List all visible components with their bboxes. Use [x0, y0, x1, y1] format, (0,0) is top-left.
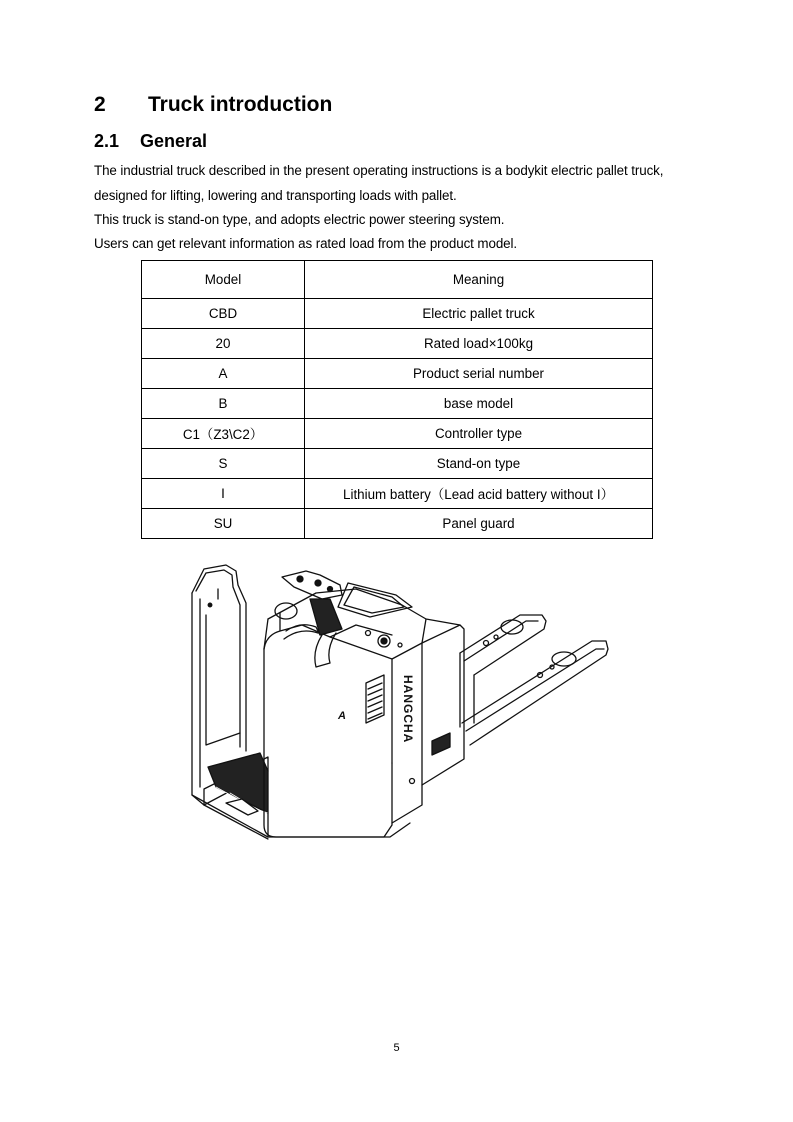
subsection-title: General	[140, 131, 208, 151]
table-header-row	[142, 261, 653, 299]
section-number: 2	[94, 93, 106, 116]
model-cell: CBD	[142, 299, 305, 329]
subsection-number: 2.1	[94, 131, 120, 151]
truck-body	[264, 583, 464, 837]
model-badge: A	[338, 710, 346, 722]
section-title: Truck introduction	[148, 93, 333, 116]
fork-upper	[460, 615, 546, 675]
paragraph-line: designed for lifting, lowering and transporting loads with pallet.	[94, 188, 457, 203]
table-row	[142, 359, 653, 389]
meaning-cell: Electric pallet truck	[305, 299, 653, 329]
table-row	[142, 479, 653, 509]
model-meaning-table	[141, 260, 653, 539]
meaning-cell: Product serial number	[305, 359, 653, 389]
table-row	[142, 299, 653, 329]
model-cell: SU	[142, 509, 305, 539]
paragraph-line: The industrial truck described in the present operating instructions is a bodykit electric pallet truck,	[94, 163, 664, 178]
tiller-handle	[282, 571, 342, 667]
table-row	[142, 329, 653, 359]
model-cell: A	[142, 359, 305, 389]
meaning-cell: Lithium battery（Lead acid battery without I）	[305, 479, 653, 509]
column-header-meaning: Meaning	[305, 261, 653, 299]
model-cell: S	[142, 449, 305, 479]
pallet-truck-illustration	[160, 555, 610, 855]
paragraph-line: This truck is stand-on type, and adopts electric power steering system.	[94, 212, 505, 227]
meaning-cell: Stand-on type	[305, 449, 653, 479]
fork-lower	[462, 641, 608, 745]
section-heading	[94, 93, 332, 117]
paragraph-line: Users can get relevant information as rated load from the product model.	[94, 236, 518, 251]
subsection-heading	[94, 131, 207, 152]
column-header-model: Model	[142, 261, 305, 299]
meaning-cell: Panel guard	[305, 509, 653, 539]
meaning-cell: base model	[305, 389, 653, 419]
table-row	[142, 449, 653, 479]
table-row	[142, 509, 653, 539]
standing-platform	[192, 753, 410, 839]
page-number: 5	[393, 1042, 400, 1054]
model-cell: B	[142, 389, 305, 419]
model-cell: I	[142, 479, 305, 509]
meaning-cell: Controller type	[305, 419, 653, 449]
brand-logo-text: HANGCHA	[401, 675, 415, 744]
table-row	[142, 389, 653, 419]
model-cell: C1（Z3\C2）	[142, 419, 305, 449]
model-cell: 20	[142, 329, 305, 359]
table-row	[142, 419, 653, 449]
meaning-cell: Rated load×100kg	[305, 329, 653, 359]
